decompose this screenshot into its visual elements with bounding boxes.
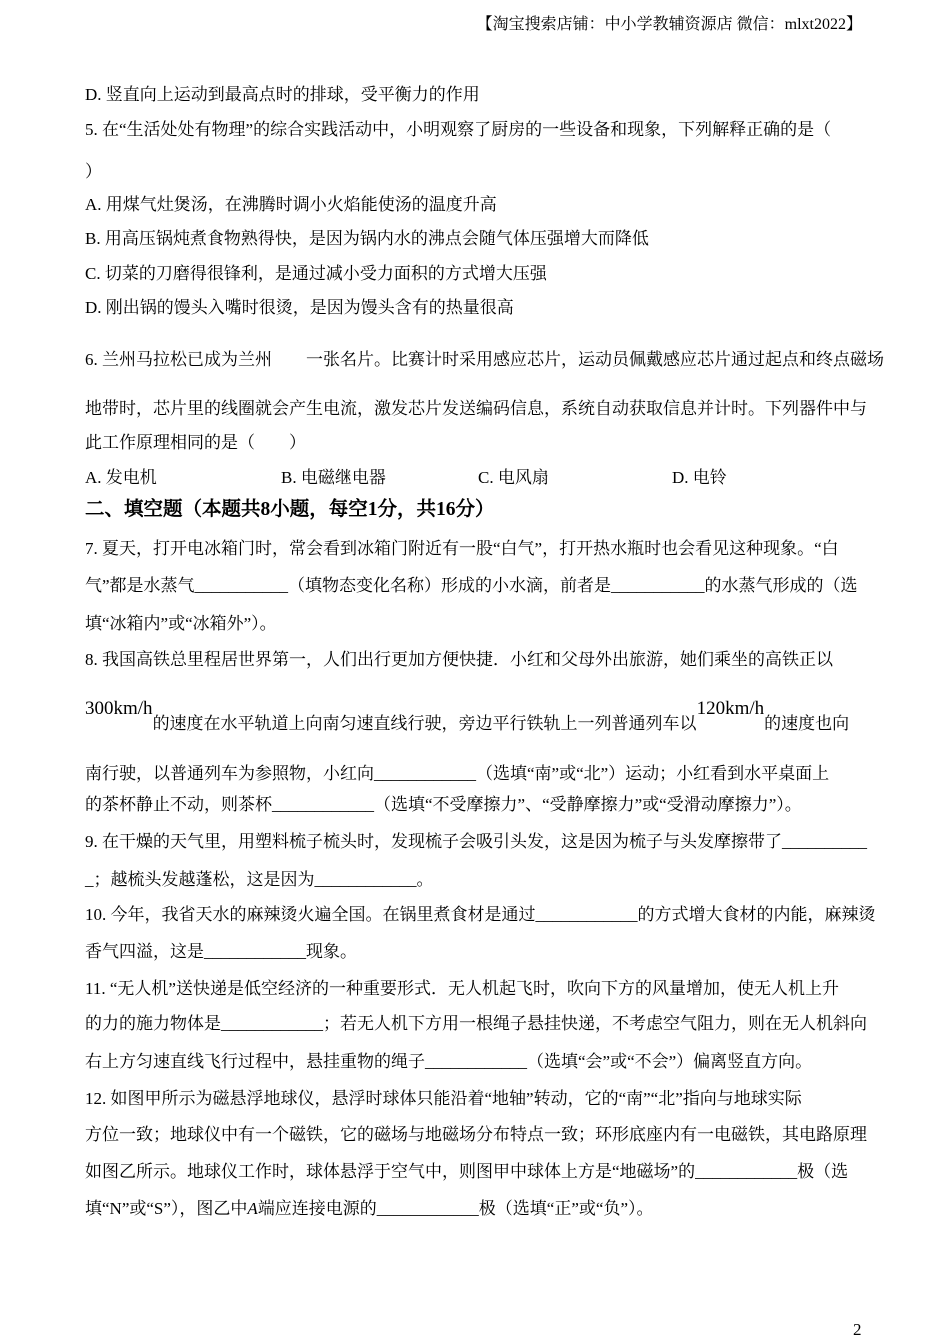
q5-line2: ） <box>85 162 102 181</box>
q6-options-row <box>85 466 875 490</box>
q8-speed-300kmh: 300km/h <box>85 698 153 719</box>
q6-option-b: B. 电磁继电器 <box>281 468 386 487</box>
q6-line3: 此工作原理相同的是（ ） <box>85 433 306 452</box>
q12-line4 <box>85 1197 654 1221</box>
q6-option-d: D. 电铃 <box>672 468 727 487</box>
q10-line2: 香气四溢，这是____________现象。 <box>85 942 357 961</box>
q6-option-a: A. 发电机 <box>85 468 157 487</box>
q5-option-a: A. 用煤气灶煲汤，在沸腾时调小火焰能使汤的温度升高 <box>85 195 497 214</box>
q12-terminal-a-label: A <box>247 1199 258 1218</box>
q7-line2: 气”都是水蒸气___________（填物态变化名称）形成的小水滴，前者是___________的水蒸气形成的（选 <box>85 576 858 595</box>
q11-line1: 11. “无人机”送快递是低空经济的一种重要形式．无人机起飞时，吹向下方的风量增加，使无人机上升 <box>85 979 839 998</box>
q6-option-c: C. 电风扇 <box>478 468 549 487</box>
q5-option-d: D. 刚出锅的馒头入嘴时很烫，是因为馒头含有的热量很高 <box>85 298 514 317</box>
q7-line3: 填“冰箱内”或“冰箱外”）。 <box>85 614 277 633</box>
q10-line1: 10. 今年，我省天水的麻辣烫火遍全国。在锅里煮食材是通过____________的方式增大食材的内能，麻辣烫 <box>85 905 876 924</box>
q8-line2-end: 的速度也向 <box>764 714 850 733</box>
q8-line2 <box>85 698 850 736</box>
q6-line1: 6. 兰州马拉松已成为兰州 一张名片。比赛计时采用感应芯片，运动员佩戴感应芯片通过起点和终点磁场 <box>85 350 884 369</box>
q7-line1: 7. 夏天，打开电冰箱门时，常会看到冰箱门附近有一股“白气”，打开热水瓶时也会看见这种现象。“白 <box>85 539 839 558</box>
q8-line3: 南行驶，以普通列车为参照物，小红向____________（选填“南”或“北”）运动；小红看到水平桌面上 <box>85 764 830 783</box>
q8-speed-120kmh: 120km/h <box>696 698 765 719</box>
section2-heading: 二、填空题（本题共8小题，每空1分，共16分） <box>85 499 495 520</box>
q12-line4-post: 端应连接电源的____________极（选填“正”或“负”）。 <box>257 1199 654 1218</box>
q5-line1: 5. 在“生活处处有物理”的综合实践活动中，小明观察了厨房的一些设备和现象，下列解释正确的是（ <box>85 120 832 139</box>
q8-line2-mid: 的速度在水平轨道上向南匀速直线行驶，旁边平行铁轨上一列普通列车以 <box>152 714 697 733</box>
q8-line1: 8. 我国高铁总里程居世界第一，人们出行更加方便快捷．小红和父母外出旅游，她们乘坐的高铁正以 <box>85 650 833 669</box>
q12-line1: 12. 如图甲所示为磁悬浮地球仪，悬浮时球体只能沿着“地轴”转动，它的“南”“北”指向与地球实际 <box>85 1089 802 1108</box>
q5-option-b: B. 用高压锅炖煮食物熟得快，是因为锅内水的沸点会随气体压强增大而降低 <box>85 229 649 248</box>
q5-option-c: C. 切菜的刀磨得很锋利，是通过减小受力面积的方式增大压强 <box>85 264 547 283</box>
q11-line2: 的力的施力物体是____________；若无人机下方用一根绳子悬挂快递，不考虑空气阻力，则在无人机斜向 <box>85 1014 867 1033</box>
q12-line2: 方位一致；地球仪中有一个磁铁，它的磁场与地磁场分布特点一致；环形底座内有一电磁铁，其电路原理 <box>85 1125 867 1144</box>
q12-line3: 如图乙所示。地球仪工作时，球体悬浮于空气中，则图甲中球体上方是“地磁场”的____________极（选 <box>85 1162 849 1181</box>
q9-line1: 9. 在干燥的天气里，用塑料梳子梳头时，发现梳子会吸引头发，这是因为梳子与头发摩擦带了__________ <box>85 832 867 851</box>
q12-line4-pre: 填“N”或“S”），图乙中 <box>85 1199 248 1218</box>
q9-line2: _；越梳头发越蓬松，这是因为____________。 <box>85 870 434 889</box>
store-watermark: 【淘宝搜索店铺：中小学教辅资源店 微信：mlxt2022】 <box>476 16 862 33</box>
page-number: 2 <box>853 1320 862 1339</box>
q6-line2: 地带时，芯片里的线圈就会产生电流，激发芯片发送编码信息，系统自动获取信息并计时。下列器件中与 <box>85 399 867 418</box>
q11-line3: 右上方匀速直线飞行过程中，悬挂重物的绳子____________（选填“会”或“不会”）偏离竖直方向。 <box>85 1052 813 1071</box>
q4-option-d: D. 竖直向上运动到最高点时的排球，受平衡力的作用 <box>85 85 480 104</box>
q8-line4: 的茶杯静止不动，则茶杯____________（选填“不受摩擦力”、“受静摩擦力”或“受滑动摩擦力”）。 <box>85 795 802 814</box>
